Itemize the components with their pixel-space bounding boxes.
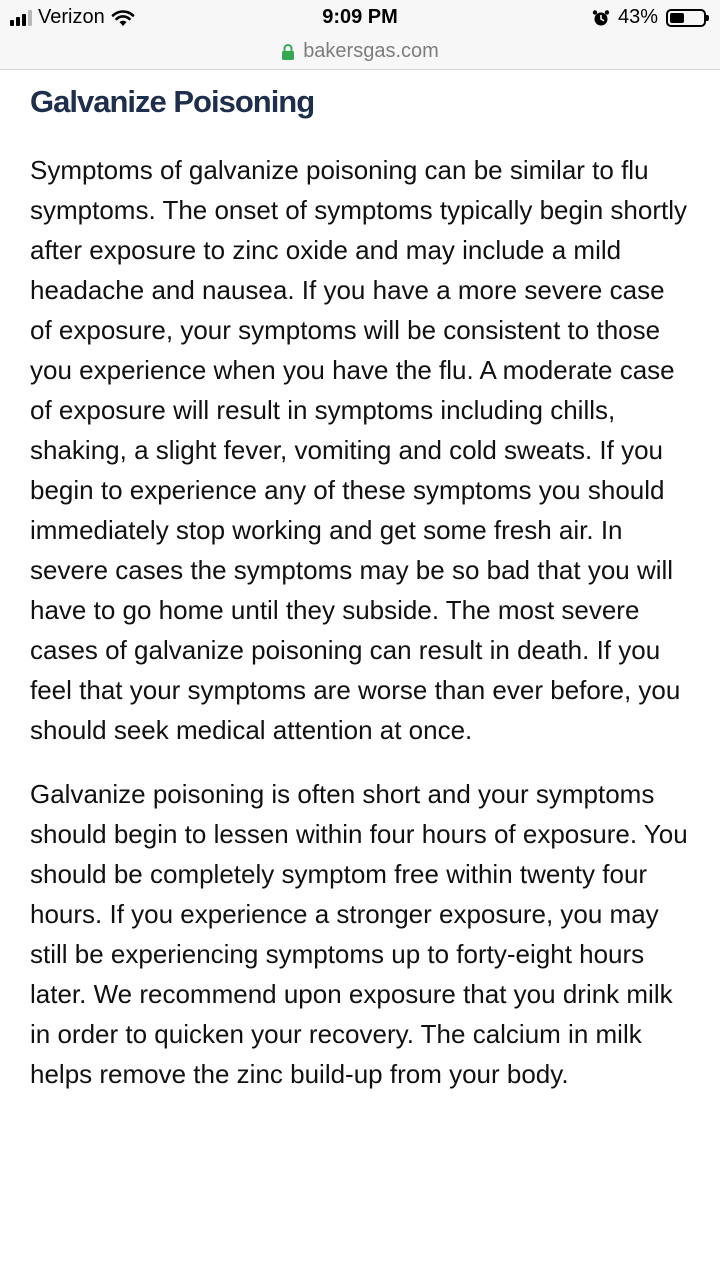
status-time: 9:09 PM <box>322 6 398 28</box>
lock-icon <box>281 43 295 61</box>
article <box>30 70 690 1118</box>
battery-percent: 43% <box>617 6 658 28</box>
battery-icon <box>666 9 706 27</box>
status-bar <box>0 0 720 36</box>
article-paragraph: Galvanize poisoning is often short and your symptoms should begin to lessen within four hours of exposure. You should be completely symptom free within twenty four hours. If you experience a stronger exposure, you may still be experiencing symptoms up to forty-eight hours later. We recommend upon exposure that you drink milk in order to quicken your recovery. The calcium in milk helps remove the zinc build-up from your body. <box>30 779 688 1089</box>
carrier-label: Verizon <box>38 6 105 28</box>
url-text[interactable]: bakersgas.com <box>303 40 439 62</box>
article-paragraph: Symptoms of galvanize poisoning can be similar to flu symptoms. The onset of symptoms typically begin shortly after exposure to zinc oxide and may include a mild headache and nausea. If you have a more severe case of exposure, your symptoms will be consistent to those you experience when you have the flu. A moderate case of exposure will result in symptoms including chills, shaking, a slight fever, vomiting and cold sweats. If you begin to experience any of these symptoms you should immediately stop working and get some fresh air. In severe cases the symptoms may be so bad that you will have to go home until they subside. The most severe cases of galvanize poisoning can result in death. If you feel that your symptoms are worse than ever before, you should seek medical attention at once. <box>30 155 687 745</box>
status-right <box>592 6 706 29</box>
page-title: Galvanize Poisoning <box>30 84 315 119</box>
alarm-icon <box>592 9 610 27</box>
address-bar[interactable] <box>0 34 720 70</box>
